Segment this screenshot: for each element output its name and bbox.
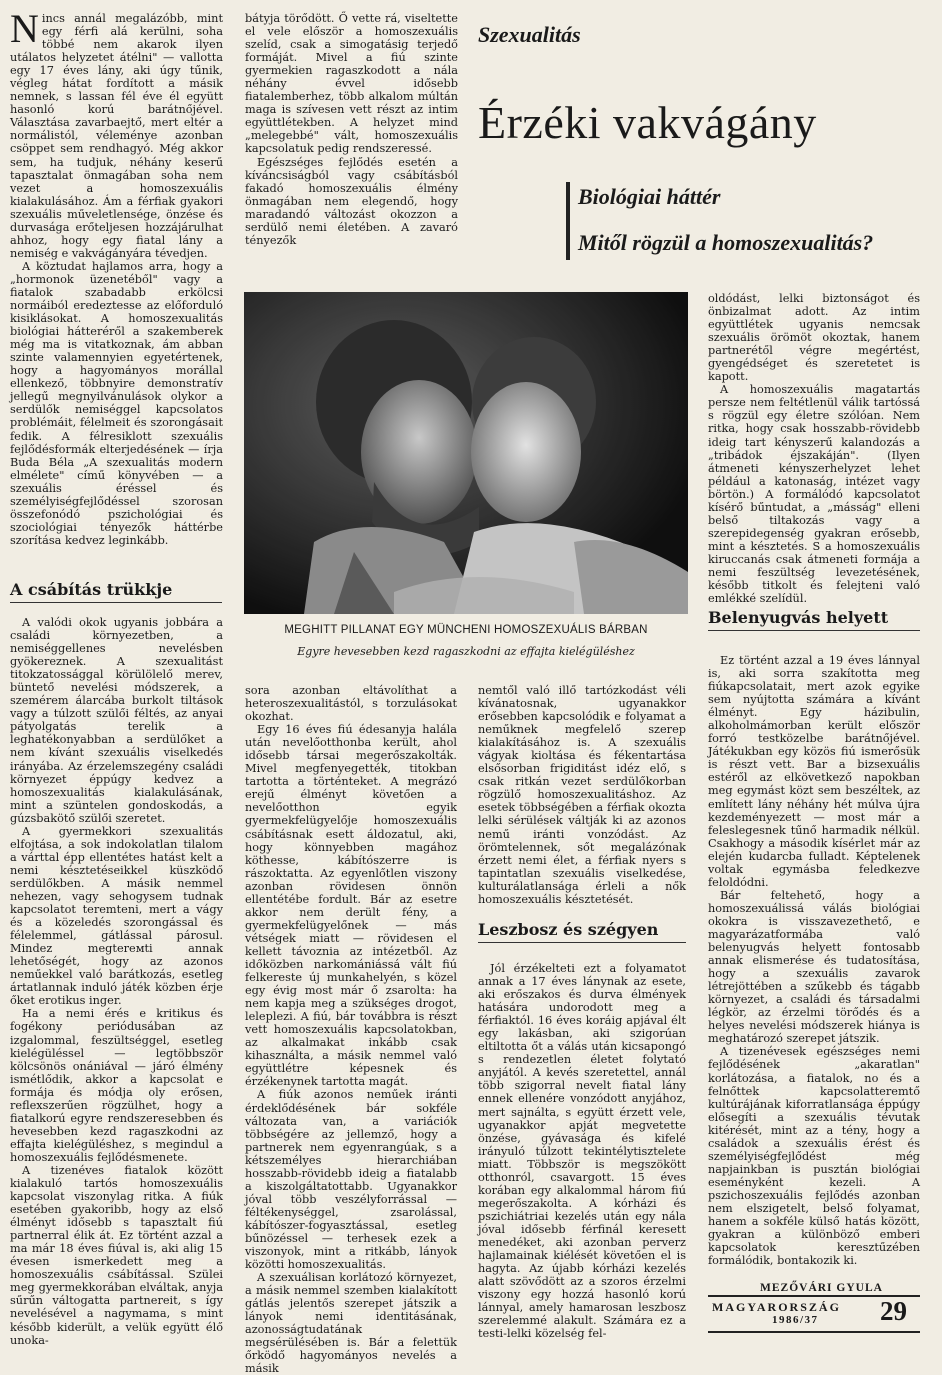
col4-top-paragraph-0: oldódást, lelki biztonságot és önbizalmat adott. Az intim együttlétek ugyanis nemcsak szexuális örömöt okoztak, hanem partnerétől végre megértést, gyengédséget és szeretetet is kapott. xyxy=(708,292,920,384)
footer-page-number: 29 xyxy=(880,1296,907,1326)
column-1 xyxy=(10,6,223,560)
lead-bar xyxy=(566,182,570,260)
col2-bottom-paragraph-2: A fiúk azonos neműek iránti érdeklődésének bár sokféle változata van, a variációk többségére az jellemző, hogy a partnerek nem egyenrangúak, s a kétszemélyes hierarchiában hosszabb-rövidebb ideig a fiatalabb a kiszolgáltatottabb. Ugyanakkor jóval több veszélyforrással — féltékenységgel, zsarolással, kábítószer-fogyasztással, esetleg bűnözéssel — terhesek ezek a viszonyok, mint a ritkább, lányok közötti homoszexualitás. xyxy=(245,1088,457,1272)
col2-bottom-paragraph-3: A szexuálisan korlátozó környezet, a másik nemmel szemben kialakított gátlás jelentős szerepet játszik a lányok nemi identitásának, azonosságtudatának megsérülésében is. Bár a felettük őrködő hagyományos nevelés a másik xyxy=(245,1271,457,1375)
col1-p0-text: incs annál megalázóbb, mint egy férfi alá kerülni, soha többé nem akarok ilyen utálatos helyzetet átélni" — vallotta egy 17 éves lány, aki úgy tűnik, végleg hátat fordított a másik nemnek, s lassan fél éve él együtt hasonló korú barátnőjével. Választása zavarbaejtő, mert eltér a normálistól, véleménye azonban csöppet sem rendhagyó. Még akkor sem, ha tudjuk, néhány keserű tapasztalat önmagában soha nem vezet a homoszexuális kialakulásához. Ám a férfiak gyakori szexuális műveletlensége, önzése és durvasága erőteljesen hozzájárulhat ahhoz, hogy egy fiatal lány a nemiség e vakvágányára tévedjen. xyxy=(10,12,223,260)
col4-bottom-paragraph-1: Bár feltehető, hogy a homoszexuálissá válás biológiai okokra is visszavezethető, e magyarázatformába való belenyugvás helyett fontosabb annak elismerése és tudatosítása, hogy a szexuális zavarok létrejöttében a szűkebb és tágabb környezet, a családi és társadalmi légkör, az érzelmi törődés és a helyes nevelési módszerek hiánya is meghatározó szerepet játszik. xyxy=(708,888,920,1046)
column-2-bottom xyxy=(245,684,457,1375)
lead-line-1: Biológiai háttér xyxy=(578,184,721,209)
col3-paragraph-0: nemtől való illő tartózkodást véli kívánatosnak, ugyanakkor erősebben kapcsolódik e folyamat a neműknek megfelelő szerep kialakításához is. A szexuális vágyak kioltása és fékentartása elsősorban frigiditást idéz elő, s csak ritkán vezet serdülőkorban rögzülő homoszexualitáshoz. Az esetek többségében a férfiak okozta lelki sérülések váltják ki az azonos nemű iránti vonzódást. Az örömtelennek, sőt megalázónak érzett nemi élet, a férfiak nyers s tapintatlan szexuális viselkedése, kulturálatlansága érleli a nők homoszexuális késztetését. xyxy=(478,684,686,906)
subhead-csabitas: A csábítás trükkje xyxy=(10,580,222,603)
col1-paragraph-5: A tizenéves fiatalok között kialakuló tartós homoszexuális kapcsolat viszonylag ritka. A fiúk esetében gyakoribb, hogy az első élményt idősebb s tapasztalt fiú partnerral élik át. Ez történt azzal a ma már 18 éves fiúval is, aki alig 15 évesen ismerkedett meg a homoszexuális csábítással. Szülei meg gyermekkorában elváltak, anyja sűrűn váltogatta partnereit, s így nevelésével a nagymama, s mint később kiderült, a velük együtt élő unoka- xyxy=(10,1163,223,1347)
column-3-lower xyxy=(478,962,686,1346)
column-2-top xyxy=(245,12,458,270)
section-rubric: Szexualitás xyxy=(478,22,581,47)
col1-paragraph-3: A gyermekkori szexualitás elfojtása, a sok indokolatlan tilalom a várttal épp ellentétes hatást kelt a nemi késztetéseikkel küszködő serdülőkben. A másik nemmel nehezen, vagy sehogysem tudnak kapcsolatot teremteni, mert a vágy és a közeledés szorongással és félelemmel, gátlással párosul. Mindez megtereмti annak lehetőségét, hogy az azonos neműekkel való barátkozás, esetleg ártatlannak induló játék közben érje őket erotikus inger. xyxy=(10,824,223,1008)
col4-bottom-paragraph-0: Ez történt azzal a 19 éves lánnyal is, aki sorra szakította meg fiúkapcsolatait, mert azok egyike sem nyújtotta számára a kívánt élményt. Egy házibulin, alkoholmámorban került először forró testközelbe barátnőjével. Játékukban egy közös fiú ismerősük is részt vett. Bar a bizsexuális estéről az elkövetkező napokban meg egymást közt sem beszéltek, az említett lány néhány hét múlva újra kezdeményezett — most már a feleslegesnek tűnő harmadik nélkül. Csakhogy a második kísérlet már az elején kudarcba fulladt. Képtelenek voltak egymásba feledkezve feloldódni. xyxy=(708,654,920,889)
photo-subcaption: Egyre hevesebben kezd ragaszkodni az effajta kielégüléshez xyxy=(297,645,635,658)
col1-paragraph-2: A valódi okok ugyanis jobbára a családi környezetben, a nemiséggellenes nevelésben gyökereznek. A szexualitást titokzatossággal körülölelő merev, büntető nevelési módszerek, a szemérem álarcába burkolt tiltások vagy a túlzott szülői féltés, az anyai pátyolgatás terelik a leghatékonyabban a serdülőket a nem kívánt szexuális viselkedés irányába. Az érzelemszegény családi környezet éppúgy kedvez a homoszexualitás kialakulásának, mint a szüntelen gondoskodás, a gúzsbakötő szülői szeretet. xyxy=(10,616,223,825)
footer-magazine: MAGYARORSZÁG xyxy=(712,1300,841,1314)
footer-issue: 1986/37 xyxy=(772,1314,819,1326)
author-name: MEZŐVÁRI GYULA xyxy=(760,1282,883,1294)
col4-bottom-paragraph-2: A tizenévesek egészséges nemi fejlődésének „akaratlan" korlátozása, a fiatalok, no és a felnőttek kapcsolatteremtő kultúrájának kiforratlansága éppúgy elősegíti a szexuális tévutak kitérését, mint az a tény, hogy a családok a szexuális érést és személyiségfejlődést még napjainkban is pusztán biológiai eseményként kezeli. A pszichoszexuális fejlődés azonban nem elszigetelt, belső folyamat, hanem a sokféle külső hatás között, gyakran a különböző emberi kapcsolatok keresztűzében formálódik, bontakozik ki. xyxy=(708,1045,920,1268)
col2-bottom-paragraph-0: sora azonban eltávolíthat a heteroszexualitástól, s torzulásokat okozhat. xyxy=(245,684,457,724)
photo-caption: MEGHITT PILLANAT EGY MÜNCHENI HOMOSZEXUÁLIS BÁRBAN xyxy=(284,624,648,636)
col1-paragraph-0 xyxy=(10,6,223,260)
column-4-top xyxy=(708,292,920,606)
col4-top-paragraph-1: A homoszexuális magatartás persze nem feltétlenül válik tartóssá s rögzül egy életre szólóan. Nem ritka, hogy csak hosszabb-rövidebb ideig tart kényszerű kalandozás a „tribádok éjszakáján". (Ilyen átmeneti kényszerhelyzet lehet például a katonaság, intézet vagy börtön.) A formálódó kapcsolatot kísérő bűntudat, a „másság" elleni belső tiltakozás vagy a szerepidegenség gyakran erősebb, mint a késztetés. S a homoszexuális kiruccanás csak átmeneti formája a nemi feszültség levezetésének, később titkolt és felejteni való emlékké szelídül. xyxy=(708,383,920,606)
subhead-belenyugvas: Belenyugvás helyett xyxy=(708,608,920,631)
lead-line-2: Mitől rögzül a homoszexualitás? xyxy=(578,230,874,255)
column-4-bottom xyxy=(708,654,920,1274)
col2-top-paragraph-1: Egészséges fejlődés esetén a kíváncsiságból vagy csábításból fakadó homoszexuális élmény önmagában nem elegendő, hogy maradandó változást okozzon a serdülő nemi életében. A zavaró tényezők xyxy=(245,155,458,247)
col1-paragraph-4: Ha a nemi érés e kritikus és fogékony periódusában az izgalommal, feszültséggel, esetleg kielégüléssel — legtöbbször kölcsönös onániával — járó élmény ismétlődik, akkor a kapcsolat e formája és módja oly erősen, reflexszerűen rögzülhet, hogy a fiatalkorú egyre rendszeresebben és hevesebben kezd ragaszkodni az effajta kielégüléshez, s megindul a homoszexuális fejlődésmenete. xyxy=(10,1007,223,1164)
col3-paragraph-1: Jól érzékelteti ezt a folyamatot annak a 17 éves lánynak az esete, aki erőszakos és durva élmények hatására undorodott meg a férfiaktól. 16 éves koráig apjával élt egy lakásban, aki szigorúan eltiltotta őt a válás után kicsapongó s rendezetlen életet folytató anyjától. A kevés szeretettel, annál több szigorral nevelt fiatal lány ennek ellenére vonzódott anyjához, mert sajnálta, s együtt érzett vele, ugyanakkor apját megvetette önzése, gyávasága és kifelé irányuló túlzott tekintélytisztelete miatt. Többször is megszökött otthonról, csavargott. 15 éves korában egy alkalommal három fiú megerőszakolta. A kórházi és pszichiátriai kezelés után egy nála jóval idősebb férfinál keresett menedéket, aki azonban perverz hajlamainak kiélését követően el is hagyta. Az újabb kórházi kezelés alatt szövődött az a szoros érzelmi viszony egy hozzá hasonló korú lánnyal, amely hamarosan leszbosz szerelemmé alakult. Számára ez a testi-lelki közelség fel- xyxy=(478,962,686,1341)
article-title: Érzéki vakvágány xyxy=(478,97,817,148)
subhead-leszbosz: Leszbosz és szégyen xyxy=(478,920,686,943)
col1-paragraph-1: A köztudat hajlamos arra, hogy a „hormonok üzenetéből" vagy a fiatalok szabadabb erkölcsi normáiból eredeztesse az előforduló kisiklásokat. A homoszexualitás biológiai hátteréről a szakemberek még ma is vitatkoznak, ám abban szinte valamennyien egyetértenek, hogy a hagyományos morállal ellenkező, többnyire demonstratív jellegű megnyilvánulások olykor a serdülők nemiséggel kapcsolatos problémáit, félelmeit és szorongásait fedik. A félresiklott szexuális fejlődésformák elterjedésének — írja Buda Béla „A szexualitás modern elmélete" című könyvében — a szexuális éréssel és személyiségfejlődéssel szorosan összefonódó pszichológiai és szociológiai tényezők háttérbe szorítása kedvez leginkább. xyxy=(10,259,223,547)
column-1-lower xyxy=(10,616,223,1346)
photo-two-men xyxy=(244,292,688,614)
column-3 xyxy=(478,684,686,906)
col2-bottom-paragraph-1: Egy 16 éves fiú édesanyja halála után nevelőotthonba került, ahol idősebb társai megerőszakolták. Mivel megfenyegették, titokban tartotta a történteket. A megrázó erejű élményt követően a nevelőotthon egyik gyermekfelügyelője homoszexuális csábításnak esett áldozatul, aki, hogy könnyebben magához köthesse, kábítószerre is rászoktatta. Az egyenlőtlen viszony azonban rövidesen önnön ellentétébe fordult. Bár az esetre akkor nem derült fény, a gyermekfelügyelőnek — más vétségek miatt — rövidesen el kellett távoznia az intézetből. Az időközben narkomániássá vált fiú felkereste új munkahelyén, s közel egy évig most már ő zsarolta: ha nem kapja meg a szükséges drogot, leleplezi. A fiú, bár továbbra is részt vett homoszexuális kapcsolatokban, az alkalmakat inkább csak kihasználta, a másik nemmel való együttlétre képesnek és érzékenynek tartotta magát. xyxy=(245,723,457,1089)
col2-top-paragraph-0: bátyja törődött. Ő vette rá, viseltette el vele először a homoszexuális szelíd, csak a simogatásig terjedő formáját. Mivel a fiú szinte gyermekien ragaszkodott a nála néhány évvel idősebb fiatalemberhez, több alkalom múltán maga is szívesen vett részt az intim együttlétekben. A helyzet mind „melegebbé" vált, homoszexuális kapcsolatuk pedig rendszeressé. xyxy=(245,12,458,156)
drop-cap: N xyxy=(10,6,39,51)
